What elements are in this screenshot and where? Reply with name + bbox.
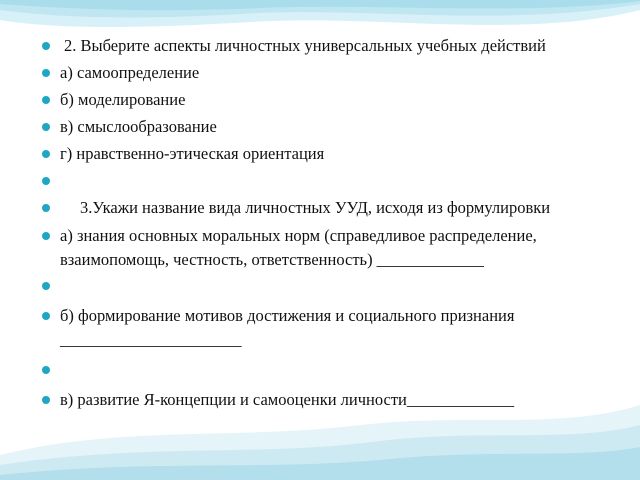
bullet-icon (42, 204, 50, 212)
bullet-icon (42, 123, 50, 131)
bullet-icon (42, 232, 50, 240)
bullet-icon (42, 396, 50, 404)
item-3b: б) формирование мотивов достижения и социального признания ______________________ (42, 304, 617, 352)
bullet-icon (42, 150, 50, 158)
option-b: б) моделирование (42, 88, 617, 112)
bullet-icon (42, 366, 50, 374)
bullet-icon (42, 177, 50, 185)
bullet-icon (42, 42, 50, 50)
bullet-icon (42, 69, 50, 77)
empty-bullet (42, 274, 617, 298)
question-3: 3.Укажи название вида личностных УУД, исходя из формулировки (42, 196, 617, 220)
item-3c: в) развитие Я-концепции и самооценки личности_____________ (42, 388, 617, 412)
empty-bullet (42, 358, 617, 382)
option-d: г) нравственно-этическая ориентация (42, 142, 617, 166)
question-2: 2. Выберите аспекты личностных универсальных учебных действий (42, 34, 617, 58)
bullet-icon (42, 282, 50, 290)
item-3a: а) знания основных моральных норм (справедливое распределение, взаимопомощь, честность, ответственность) _____________ (42, 224, 617, 272)
empty-bullet (42, 169, 617, 193)
bullet-list (42, 28, 617, 412)
option-c: в) смыслообразование (42, 115, 617, 139)
bullet-icon (42, 312, 50, 320)
bullet-icon (42, 96, 50, 104)
option-a: а) самоопределение (42, 61, 617, 85)
